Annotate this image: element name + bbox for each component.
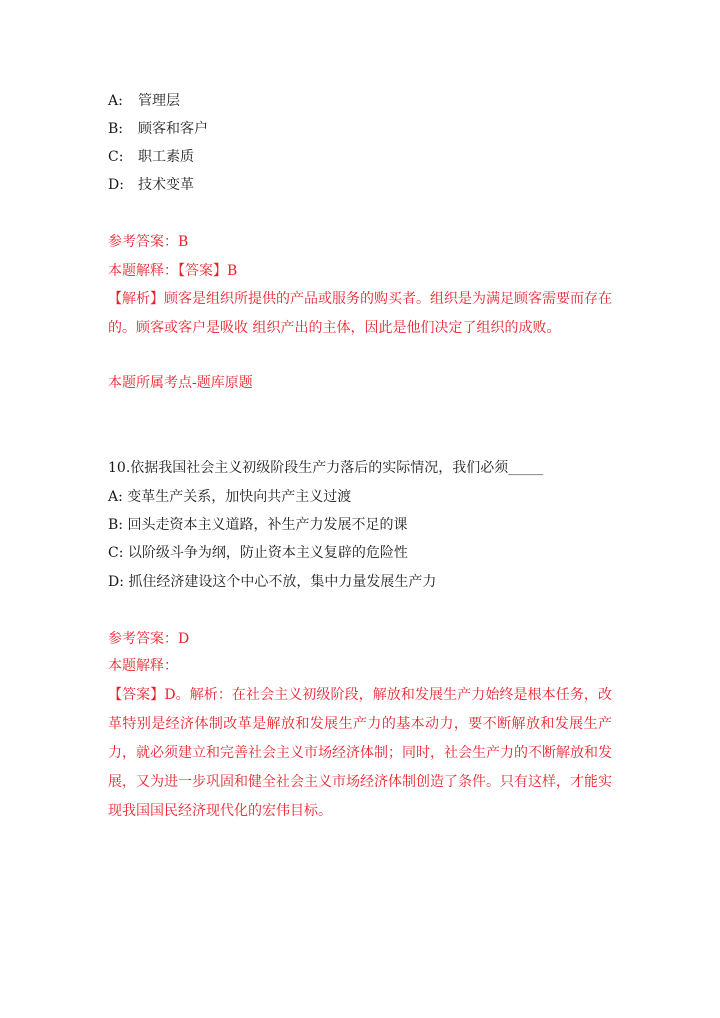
q10-option-b: B: 回头走资本主义道路，补生产力发展不足的课 [108,517,408,533]
q9-option-d [108,175,194,195]
q10-explain-title: 本题解释： [108,658,178,674]
q9-topic: 本题所属考点-题库原题 [108,375,253,391]
q9-option-c [108,147,194,167]
option-letter: C: [108,149,124,165]
q10-option-a: A: 变革生产关系，加快向共产主义过渡 [108,489,352,505]
q9-analysis: 【解析】顾客是组织所提供的产品或服务的购买者。组织是为满足顾客需要而存在的。顾客或客户是吸收 组织产出的主体，因此是他们决定了组织的成败。 [108,291,612,336]
q9-explain-title: 本题解释：【答案】B [108,263,238,279]
q10-question: 10.依据我国社会主义初级阶段生产力落后的实际情况，我们必须_____ [108,460,544,476]
option-text: 职工素质 [138,149,194,165]
q9-answer: 参考答案：B [108,234,189,250]
q9-option-b [108,119,208,139]
option-text: 顾客和客户 [138,121,208,137]
option-letter: D: [108,177,124,193]
q10-answer: 参考答案：D [108,631,190,647]
option-text: 技术变革 [138,177,194,193]
option-letter: B: [108,121,124,137]
option-letter: A: [108,93,123,109]
q9-option-a [108,91,180,111]
q10-analysis: 【答案】D。解析：在社会主义初级阶段，解放和发展生产力始终是根本任务，改革特别是经济体制改革是解放和发展生产力的基本动力，要不断解放和发展生产力，就必须建立和完善社会主义市场经济体制；同时，社会生产力的不断解放和发展，又为进一步巩固和健全社会主义市场经济体制创造了条件。只有这样，才能实现我国国民经济现代化的宏伟目标。 [108,687,612,819]
q10-option-c: C: 以阶级斗争为纲，防止资本主义复辟的危险性 [108,545,408,561]
q10-option-d: D: 抓住经济建设这个中心不放，集中力量发展生产力 [108,574,437,590]
option-text: 管理层 [138,93,180,109]
